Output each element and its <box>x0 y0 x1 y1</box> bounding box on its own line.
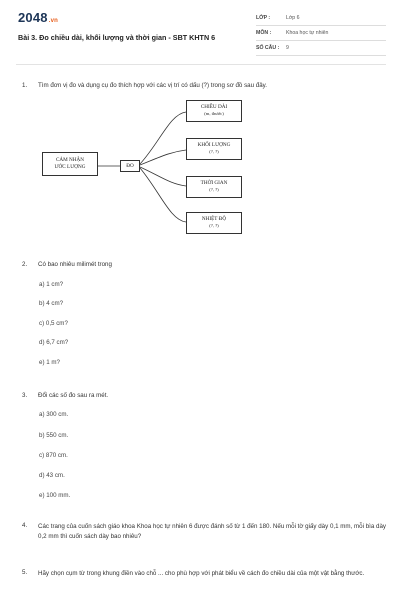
option-item: a) 1 cm? <box>39 281 64 288</box>
meta-table <box>256 13 386 58</box>
question-number: 4. <box>22 522 28 529</box>
meta-value: 9 <box>286 45 289 51</box>
measurement-diagram <box>40 92 280 242</box>
box-sub: (?, ?) <box>209 222 219 228</box>
box-time <box>186 176 242 198</box>
box-perceive-estimate <box>42 152 98 176</box>
box-sub: (m, thước) <box>204 110 224 116</box>
option-item: e) 100 mm. <box>39 492 71 499</box>
box-title: NHIỆT ĐỘ <box>201 216 227 222</box>
header-divider <box>16 64 386 65</box>
connector-mass <box>140 150 186 165</box>
box-measure: ĐO <box>120 160 140 172</box>
option-item: b) 4 cm? <box>39 300 64 307</box>
question-text: Các trang của cuốn sách giáo khoa Khoa học tự nhiên 6 được đánh số từ 1 đến 180. Nếu mỗi tờ giấy dày 0,1 mm, mỗi bìa dày 0,2 mm thì cuốn sách dày bao nhiêu? <box>38 523 386 540</box>
question-number: 5. <box>22 569 28 576</box>
option-item: c) 870 cm. <box>39 452 68 459</box>
connector-temperature <box>140 168 186 222</box>
box-mass <box>186 138 242 160</box>
box-title: THỜI GIAN <box>200 180 228 186</box>
box-sub: (?, ?) <box>209 186 219 192</box>
question-number: 1. <box>22 82 28 89</box>
question-text: Có bao nhiêu milimét trong <box>38 261 112 268</box>
meta-label: SỐ CÂU : <box>256 45 280 51</box>
option-item: d) 6,7 cm? <box>39 339 69 346</box>
question-text: Tìm đơn vị đo và dụng cụ đo thích hợp với các vị trí có dấu (?) trong sơ đồ sau đây. <box>38 82 268 89</box>
box-title: CHIỀU DÀI <box>200 104 228 110</box>
option-item: a) 300 cm. <box>39 411 69 418</box>
box-line: ƯỚC LƯỢNG <box>54 163 86 170</box>
page-header <box>0 0 400 64</box>
box-temperature <box>186 212 242 234</box>
option-item: d) 43 cm. <box>39 472 65 479</box>
box-title: KHỐI LƯỢNG <box>197 142 231 148</box>
meta-row-subject <box>256 28 386 41</box>
site-logo[interactable] <box>18 10 58 25</box>
question-text: Đổi các số đo sau ra mét. <box>38 392 109 399</box>
option-item: b) 550 cm. <box>39 432 69 439</box>
question-number: 3. <box>22 392 28 399</box>
meta-label: LỚP : <box>256 15 271 21</box>
question-number: 2. <box>22 261 28 268</box>
option-item: e) 1 m? <box>39 359 60 366</box>
question-text: Hãy chọn cụm từ trong khung điền vào chỗ ... cho phù hợp với phát biểu về cách đo chiều dài của một vật bằng thước. <box>38 570 365 577</box>
box-length <box>186 100 242 122</box>
logo-number: 2048 <box>18 10 48 25</box>
meta-label: MÔN : <box>256 30 272 36</box>
logo-suffix: .vn <box>48 18 59 24</box>
page-title: Bài 3. Đo chiều dài, khối lượng và thời gian - SBT KHTN 6 <box>18 33 216 42</box>
meta-row-grade <box>256 13 386 26</box>
meta-row-count <box>256 43 386 56</box>
meta-value: Khoa học tự nhiên <box>286 30 329 36</box>
box-line: CẢM NHẬN <box>55 157 85 163</box>
meta-value: Lớp 6 <box>286 15 300 21</box>
box-sub: (?, ?) <box>209 148 219 154</box>
option-item: c) 0,5 cm? <box>39 320 68 327</box>
